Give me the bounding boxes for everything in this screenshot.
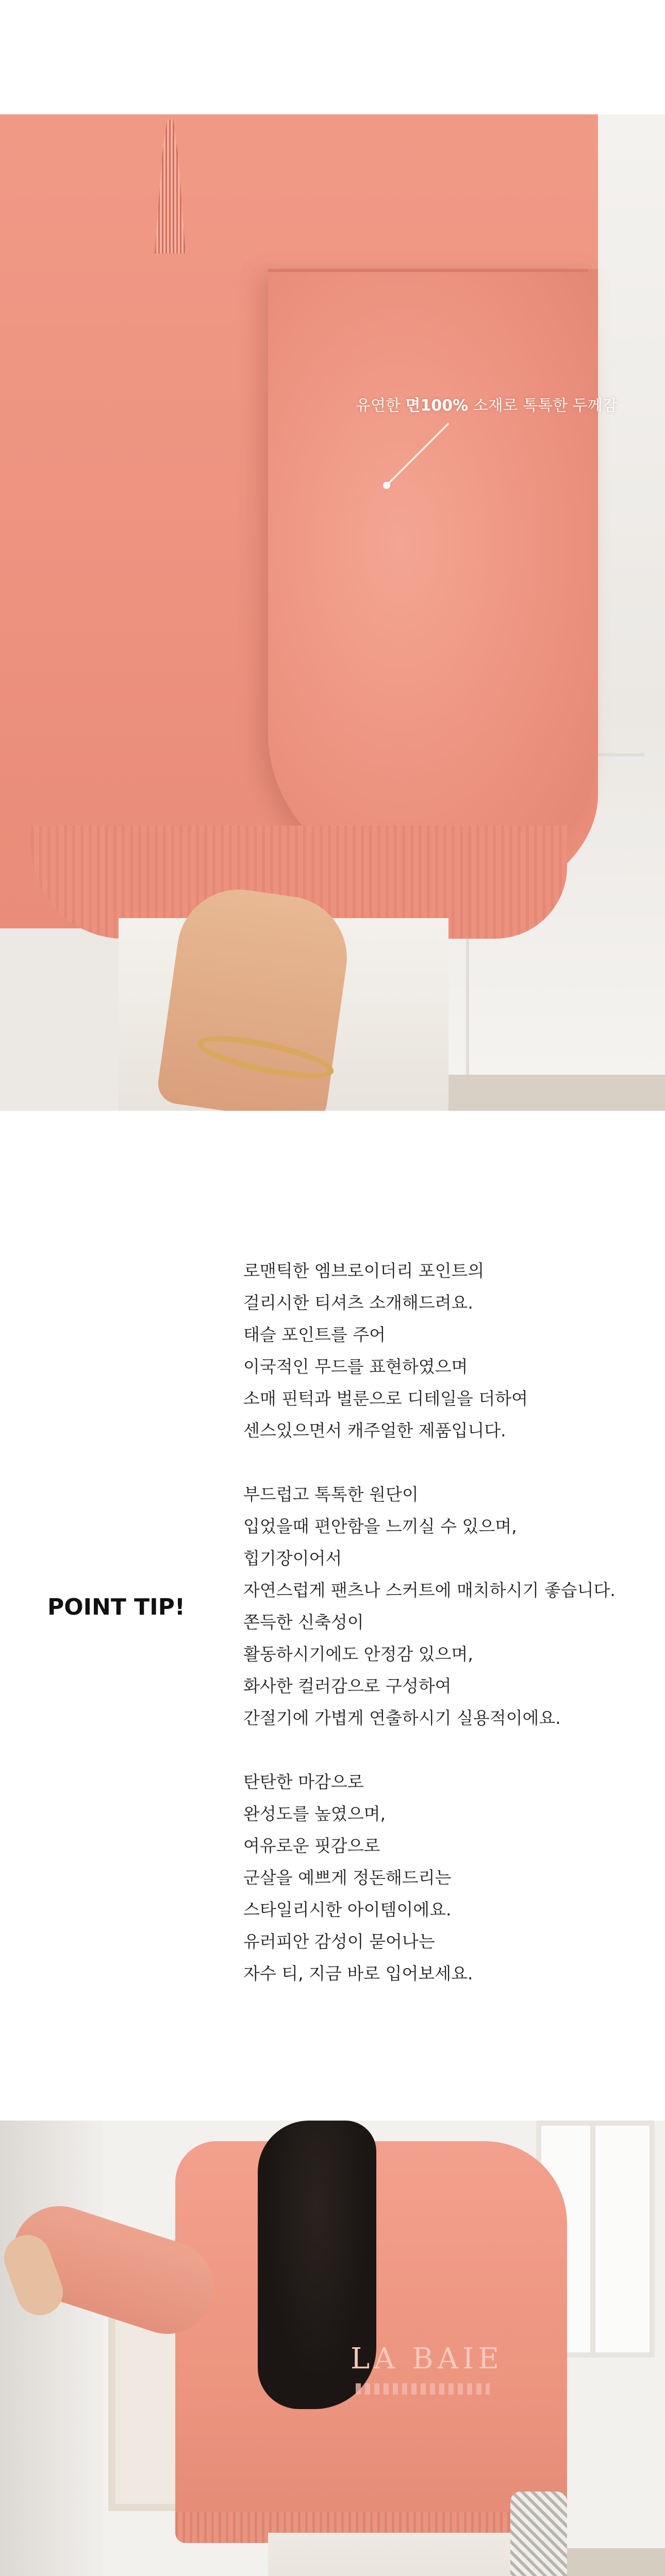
tip-line: 입었을때 편안함을 느끼실 수 있으며,: [243, 1516, 517, 1536]
tip-line: 완성도를 높였으며,: [243, 1804, 386, 1824]
tip-line: 유러피안 감성이 묻어나는: [243, 1931, 435, 1952]
tip-line: 태슬 포인트를 주어: [243, 1325, 386, 1345]
tip-line: 여유로운 핏감으로: [243, 1836, 380, 1856]
left-wall: [0, 2121, 103, 2576]
floor: [443, 1075, 665, 1111]
tip-paragraph: [243, 1479, 656, 1734]
tip-line: 소매 핀턱과 벌룬으로 디테일을 더하여: [243, 1388, 528, 1409]
point-tip-section: [0, 1111, 665, 2121]
point-tip-title: POINT TIP!: [47, 1594, 185, 1620]
point-tip-body: [243, 1255, 656, 2022]
tip-line: 부드럽고 톡톡한 원단이: [243, 1484, 419, 1504]
annotation-bold: 면100%: [405, 397, 469, 415]
tip-line: 센스있으면서 캐주얼한 제품입니다.: [243, 1420, 506, 1440]
model-front-photo: [0, 2121, 665, 2576]
fabric-annotation: [356, 393, 644, 415]
tip-line: 로맨틱한 엠브로이더리 포인트의: [243, 1261, 485, 1281]
tip-line: 화사한 컬러감으로 구성하여: [243, 1676, 452, 1696]
tip-line: 힙기장이어서: [243, 1548, 342, 1568]
embroidery-script: [356, 2383, 490, 2395]
tip-line: 쫀득한 신축성이: [243, 1612, 364, 1632]
tip-line: 이국적인 무드를 표현하였으며: [243, 1357, 468, 1377]
white-pants: [268, 2533, 516, 2576]
balloon-sleeve: [268, 269, 598, 877]
woven-bag: [510, 2492, 567, 2576]
tip-paragraph: [243, 1255, 656, 1447]
annotation-suffix: 소재로 톡톡한 두께감: [468, 397, 618, 415]
sleeve-pintuck-seam: [268, 269, 588, 272]
annotation-prefix: 유연한: [356, 397, 406, 415]
tip-line: 걸리시한 티셔츠 소개해드려요.: [243, 1293, 473, 1313]
tip-line: 자연스럽게 팬츠나 스커트에 매치하시기 좋습니다.: [243, 1580, 616, 1600]
tip-line: 스타일리시한 아이템이에요.: [243, 1900, 452, 1920]
embroidery-logo: LA BAIE: [351, 2342, 504, 2376]
tip-line: 간절기에 가볍게 연출하시기 실용적이에요.: [243, 1708, 561, 1728]
sleeve-detail-photo: [0, 114, 665, 1111]
tip-line: 활동하시기에도 안정감 있으며,: [243, 1644, 473, 1664]
tip-line: 탄탄한 마감으로: [243, 1772, 364, 1792]
tip-paragraph: [243, 1766, 656, 1990]
tip-line: 군살을 예쁘게 정돈해드리는: [243, 1868, 452, 1888]
tip-line: 자수 티, 지금 바로 입어보세요.: [243, 1963, 473, 1984]
